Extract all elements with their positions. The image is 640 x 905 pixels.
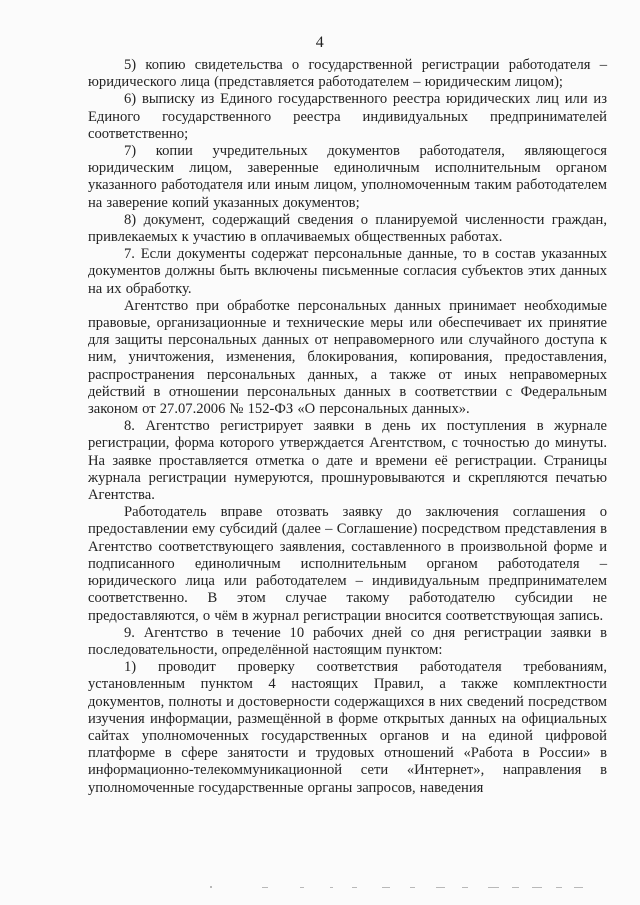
paragraph-clause-9: 9. Агентство в течение 10 рабочих дней со дня регистрации заявки в последовательности, определённой настоящим пунктом: <box>88 624 607 658</box>
paragraph-personal-data: Агентство при обработке персональных данных принимает необходимые правовые, организационные и технические меры или обеспечивает их принятие для защиты персональных данных от неправомерного или случайного доступа к ним, уничтожения, изменения, блокирования, копирования, предоставления, распространения персональных данных, а также от иных неправомерных действий в отношении персональных данных в соответствии с Федеральным законом от 27.07.2006 № 152-ФЗ «О персональных данных». <box>88 297 607 418</box>
document-body <box>88 57 607 797</box>
paragraph-withdrawal: Работодатель вправе отозвать заявку до заключения соглашения о предоставлении ему субсидий (далее – Соглашение) посредством представления в Агентство соответствующего заявления, составленного в произвольной форме и подписанного единоличным исполнительным органом работодателя – юридического лица или работодателем – индивидуальным предпринимателем соответственно. В этом случае такому работодателю субсидии не предоставляются, о чём в журнал регистрации вносится соответствующая запись. <box>88 504 607 624</box>
page-number: 4 <box>315 34 325 51</box>
paragraph-item-7: 7) копии учредительных документов работодателя, являющегося юридическим лицом, заверенные единоличным исполнительным органом указанного работодателя или иным лицом, уполномоченным таким работодателем на заверение копий указанных документов; <box>88 143 607 211</box>
paragraph-item-6: 6) выписку из Единого государственного реестра юридических лиц или из Единого государственного реестра индивидуальных предпринимателей соответственно; <box>88 91 607 142</box>
paragraph-clause-7: 7. Если документы содержат персональные данные, то в состав указанных документов должны быть включены письменные согласия субъектов этих данных на их обработку. <box>88 246 607 297</box>
paragraph-item-5: 5) копию свидетельства о государственной регистрации работодателя – юридического лица (представляется работодателем – юридическим лицом); <box>88 57 607 91</box>
paragraph-clause-8: 8. Агентство регистрирует заявки в день их поступления в журнале регистрации, форма которого утверждается Агентством, с точностью до минуты. На заявке проставляется отметка о дате и времени её регистрации. Страницы журнала регистрации нумеруются, прошнуровываются и скрепляются печатью Агентства. <box>88 418 607 504</box>
paragraph-item-8: 8) документ, содержащий сведения о планируемой численности граждан, привлекаемых к участию в оплачиваемых общественных работах. <box>88 211 607 246</box>
scan-noise-footer <box>0 884 640 892</box>
paragraph-subitem-1: 1) проводит проверку соответствия работодателя требованиям, установленным пунктом 4 настоящих Правил, а также комплектности документов, полноты и достоверности содержащихся в них сведений посредством изучения информации, размещённой в форме открытых данных на официальных сайтах уполномоченных государственных органов и на единой цифровой платформе в сфере занятости и трудовых отношений «Работа в России» в информационно-телекоммуникационной сети «Интернет», направления в уполномоченные государственные органы запросов, наведения <box>88 659 607 796</box>
